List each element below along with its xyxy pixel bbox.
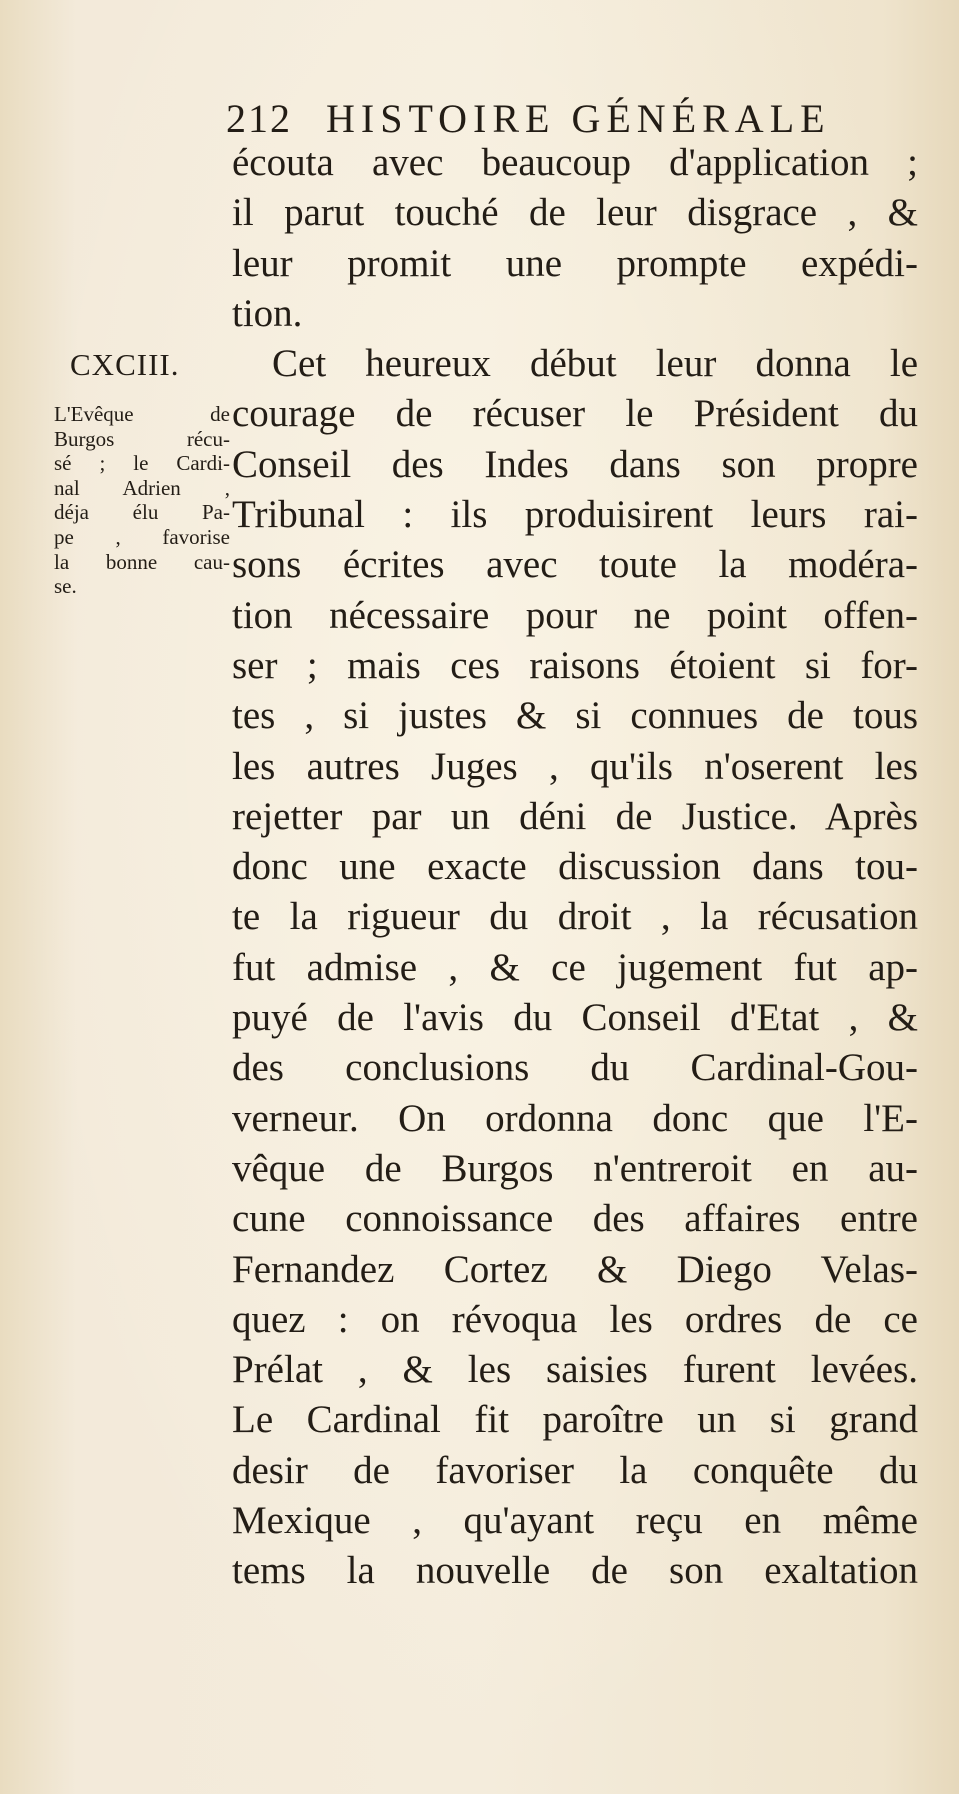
body-text (232, 138, 918, 1597)
text-line: il parut touché de leur disgrace , & (232, 191, 918, 235)
margin-note-line: déja élu Pa- (54, 500, 230, 525)
text-line: rejetter par un déni de Justice. Après (232, 794, 918, 838)
margin-note-line: nal Adrien , (54, 475, 230, 500)
text-line: Cet heureux début leur donna le (272, 342, 918, 386)
margin-note (54, 402, 230, 599)
text-line: verneur. On ordonna donc que l'E- (232, 1096, 918, 1140)
text-line: Fernandez Cortez & Diego Velas- (232, 1247, 918, 1291)
text-line: fut admise , & ce jugement fut ap- (232, 945, 918, 989)
text-line: leur promit une prompte expédi- (232, 241, 918, 285)
text-line: cune connoissance des affaires entre (232, 1197, 918, 1241)
text-line: courage de récuser le Président du (232, 392, 918, 436)
text-line: sons écrites avec toute la modéra- (232, 543, 918, 587)
text-line: Conseil des Indes dans son propre (232, 442, 918, 486)
margin-note-line: sé ; le Cardi- (54, 451, 230, 476)
text-line: les autres Juges , qu'ils n'oserent les (232, 744, 918, 788)
text-line: desir de favoriser la conquête du (232, 1448, 918, 1492)
text-line: tems la nouvelle de son exaltation (232, 1549, 918, 1593)
text-line: écouta avec beaucoup d'application ; (232, 141, 918, 184)
text-line: Prélat , & les saisies furent levées. (232, 1348, 918, 1392)
margin-note-line: se. (54, 574, 77, 599)
text-line: des conclusions du Cardinal-Gou- (232, 1046, 918, 1090)
margin-note-line: Burgos récu- (54, 426, 230, 451)
section-number: CXCIII. (70, 347, 180, 382)
text-line: Le Cardinal fit paroître un si grand (232, 1398, 918, 1442)
text-line: tes , si justes & si connues de tous (232, 694, 918, 738)
margin-note-line: la bonne cau- (54, 549, 230, 574)
text-line: ser ; mais ces raisons étoient si for- (232, 643, 918, 687)
margin-note-line: pe , favorise (54, 524, 230, 549)
text-line: Tribunal : ils produisirent leurs rai- (232, 493, 918, 537)
text-line: Mexique , qu'ayant reçu en même (232, 1499, 918, 1543)
text-line: tion. (232, 291, 303, 335)
running-title: HISTOIRE GÉNÉRALE (326, 96, 831, 141)
text-line: tion nécessaire pour ne point offen- (232, 593, 918, 637)
text-line: puyé de l'avis du Conseil d'Etat , & (232, 996, 918, 1040)
text-line: donc une exacte discussion dans tou- (232, 845, 918, 889)
text-line: quez : on révoqua les ordres de ce (232, 1297, 918, 1341)
page-number: 212 (226, 96, 292, 141)
text-line: vêque de Burgos n'entreroit en au- (232, 1146, 918, 1190)
margin-note-line: L'Evêque de (54, 402, 230, 426)
text-line: te la rigueur du droit , la récusation (232, 895, 918, 939)
running-header (226, 94, 906, 144)
